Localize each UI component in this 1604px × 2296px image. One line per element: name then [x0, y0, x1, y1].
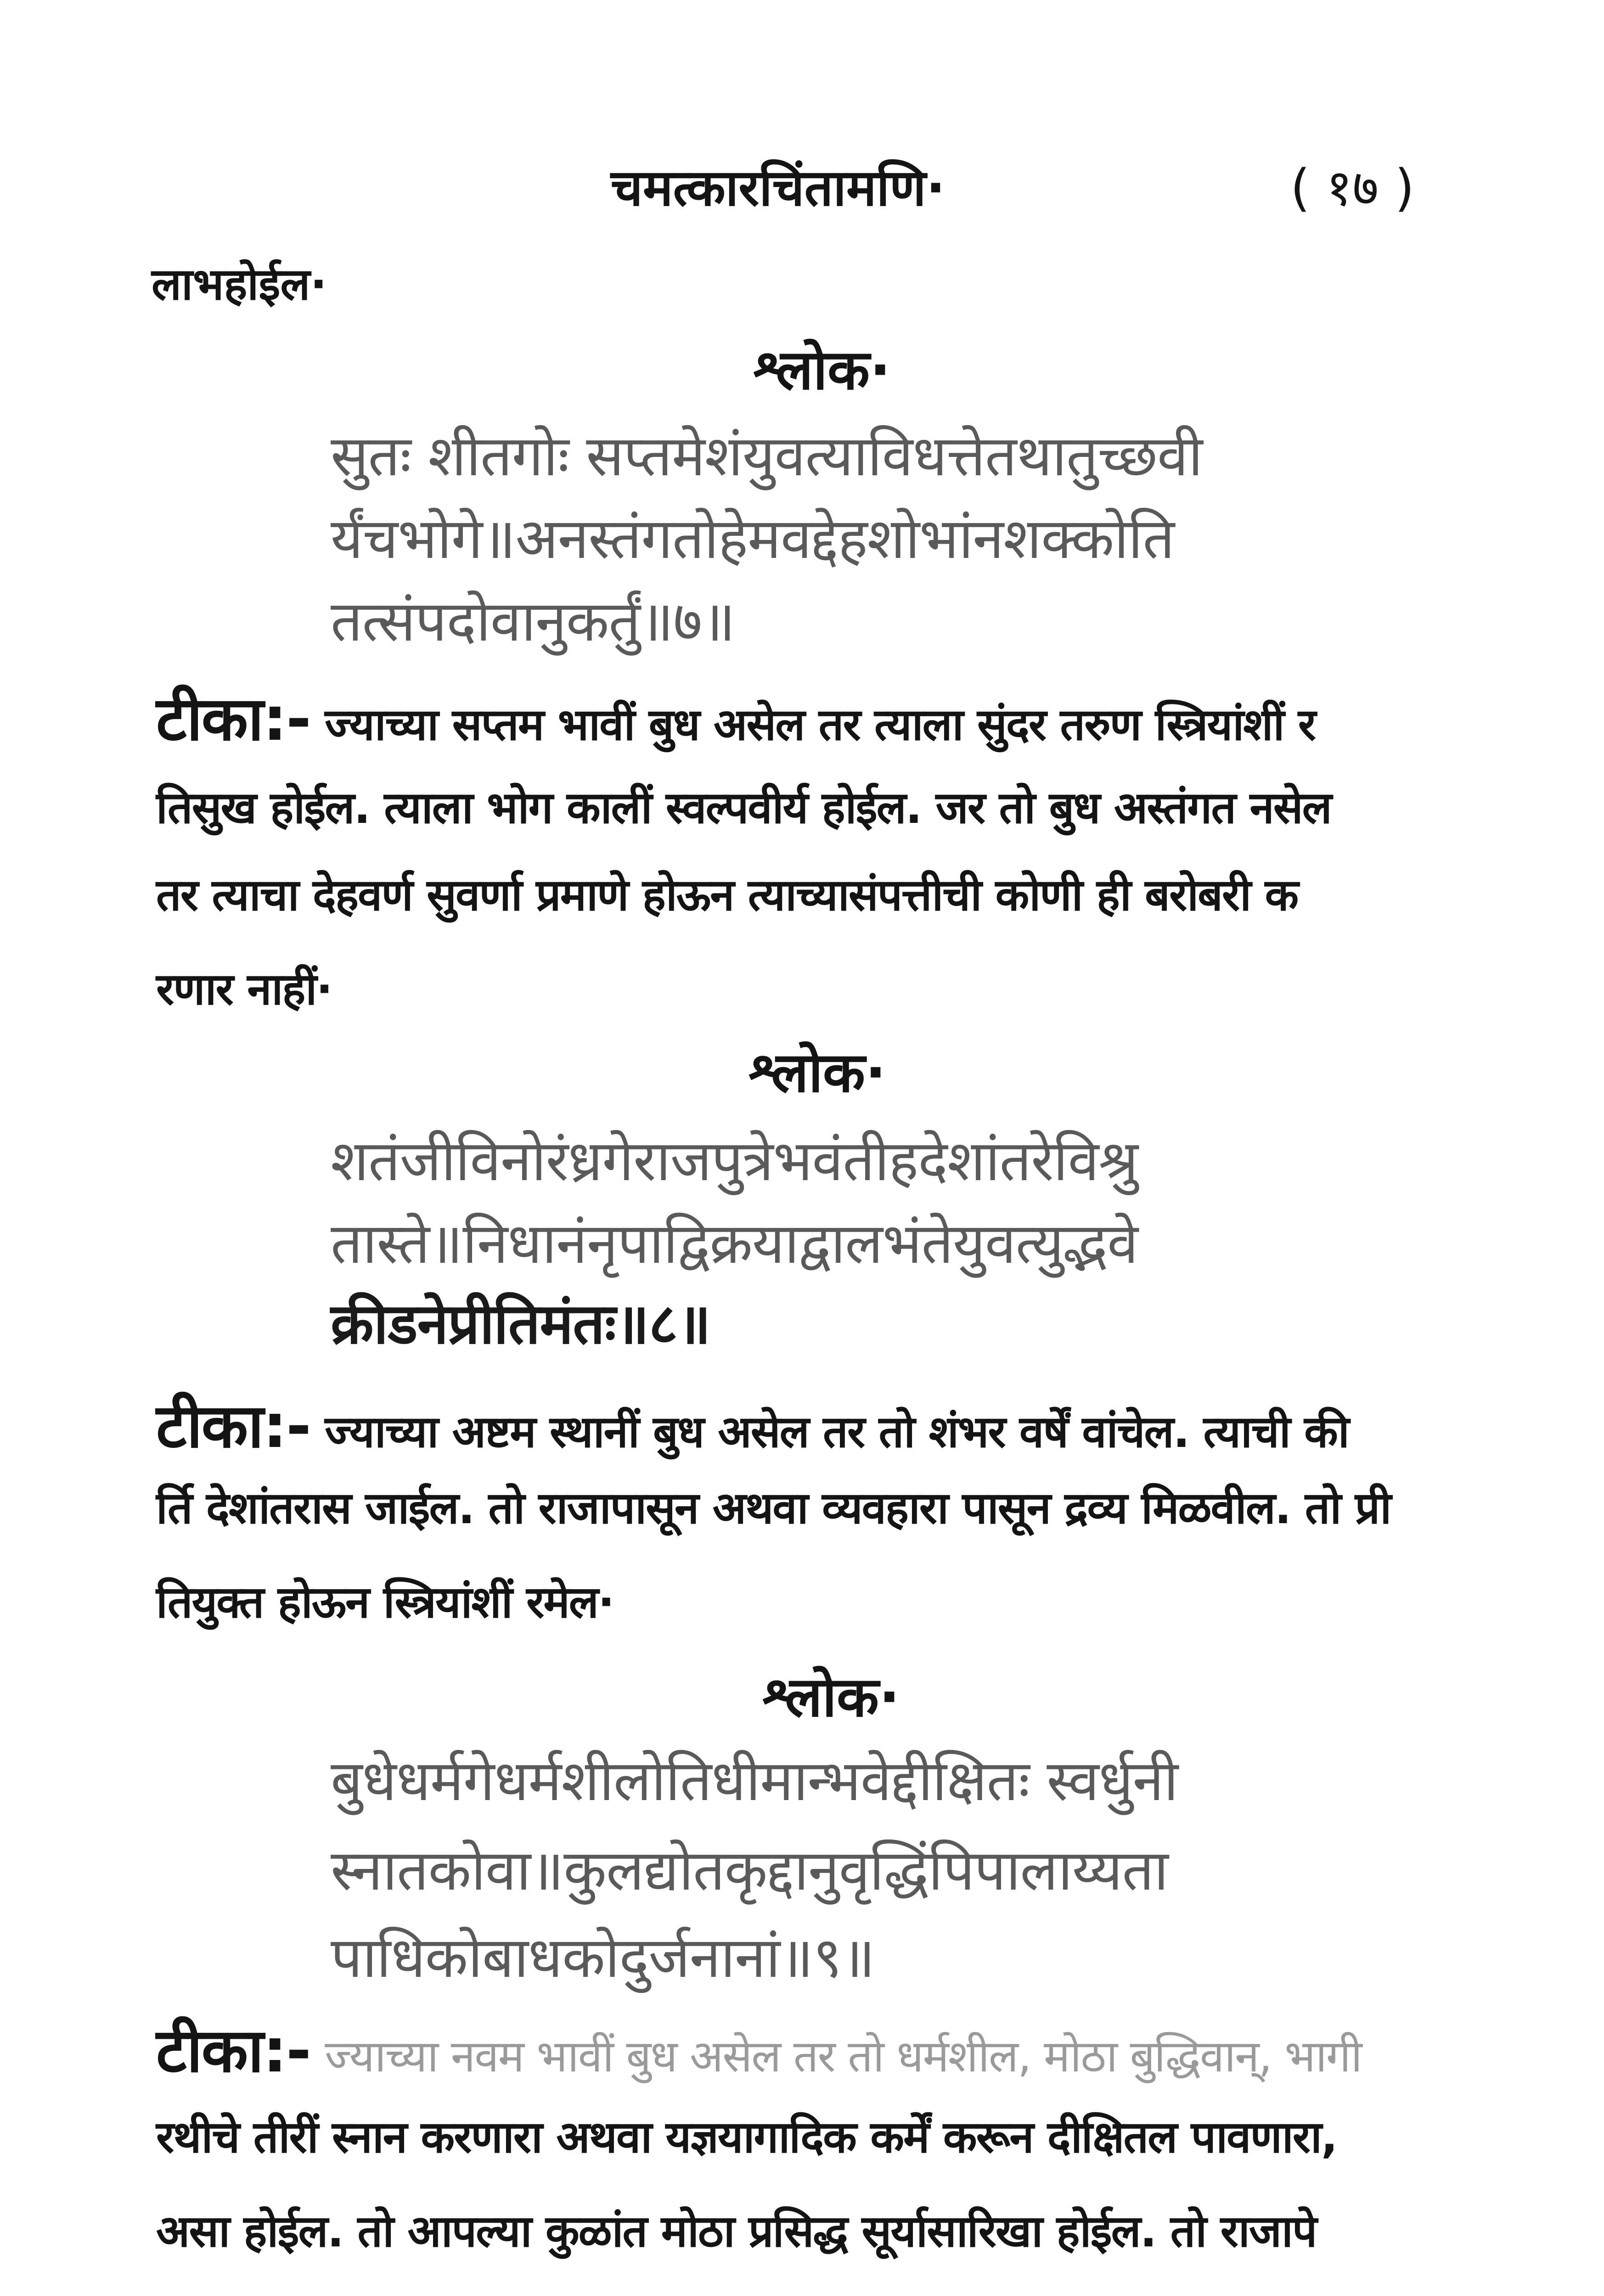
commentary-line: तर त्याचा देहवर्ण सुवर्णा प्रमाणे होऊन त्याच्यासंपत्तीची कोणी ही बरोबरी क	[156, 869, 1298, 921]
commentary-line	[156, 1382, 1349, 1465]
verse-line: पाधिकोबाधकोदुर्जनानां॥९॥	[331, 1925, 875, 1990]
commentary-line	[156, 2007, 1362, 2089]
commentary-label: टीका:-	[156, 684, 310, 754]
commentary-line	[156, 675, 1315, 758]
verse-line: तत्संपदोवानुकर्तुं॥७॥	[331, 589, 735, 654]
sloka-heading: श्लोक·	[753, 338, 891, 402]
page-header-title: चमत्कारचिंतामणि·	[611, 158, 946, 217]
commentary-line: रथीचे तीरीं स्नान करणारा अथवा यज्ञयागादिक कर्में करून दीक्षितल पावणारा,	[156, 2111, 1337, 2163]
commentary-line: तियुक्त होऊन स्त्रियांशीं रमेल·	[156, 1576, 614, 1628]
verse-line: र्यंचभोगे॥अनस्तंगतोहेमवद्देहशोभांनशक्कोति	[331, 506, 1175, 571]
verse-line: तास्ते॥निधानंनृपाद्विक्रयाद्वालभंतेयुवत्युद्भवे	[331, 1211, 1138, 1276]
verse-line: सुतः शीतगोः सप्तमेशंयुवत्याविधत्तेतथातुच्छवी	[331, 423, 1203, 489]
commentary-line	[156, 2294, 909, 2296]
sloka-heading: श्लोक·	[762, 1666, 900, 1729]
commentary-label: टीका:-	[156, 2015, 310, 2086]
commentary-text: ज्याच्या अष्टम स्थानीं बुध असेल तर तो शंभर वर्षें वांचेल. त्याची की	[325, 1406, 1349, 1458]
verse-line: क्रीडनेप्रीतिमंतः॥८॥	[331, 1290, 711, 1356]
commentary-line: असा होईल. तो आपल्या कुळांत मोठा प्रसिद्ध सूर्यासारिखा होईल. तो राजापे	[156, 2206, 1317, 2257]
verse-line: बुधेधर्मगेधर्मशीलोतिधीमान्भवेद्दीक्षितः स्वर्धुनी	[331, 1748, 1178, 1813]
commentary-line: र्ति देशांतरास जाईल. तो राजापासून अथवा व्यवहारा पासून द्रव्य मिळवील. तो प्री	[156, 1482, 1391, 1534]
commentary-text: ज्याच्या नवम भावीं बुध असेल तर तो धर्मशील, मोठा बुद्धिवान्, भागी	[325, 2031, 1362, 2082]
commentary-label: टीका:-	[156, 1391, 310, 1462]
sloka-heading: श्लोक·	[749, 1041, 886, 1105]
commentary-text: ज्याच्या सप्तम भावीं बुध असेल तर त्याला सुंदर तरुण स्त्रियांशीं र	[325, 699, 1316, 750]
verse-line: स्नातकोवा॥कुलद्योतकृद्दानुवृद्धिंपिपालाय्यता	[331, 1838, 1168, 1903]
page-number: ( १७ )	[1290, 158, 1415, 217]
commentary-line: तिसुख होईल. त्याला भोग कालीं स्वल्पवीर्य होईल. जर तो बुध अस्तंगत नसेल	[156, 782, 1331, 833]
verse-line: शतंजीविनोरंध्रगेराजपुत्रेभवंतीहदेशांतरेविश्रु	[331, 1128, 1138, 1193]
carryover-text: लाभहोईल·	[152, 259, 327, 310]
commentary-line: रणार नाहीं·	[156, 963, 332, 1015]
